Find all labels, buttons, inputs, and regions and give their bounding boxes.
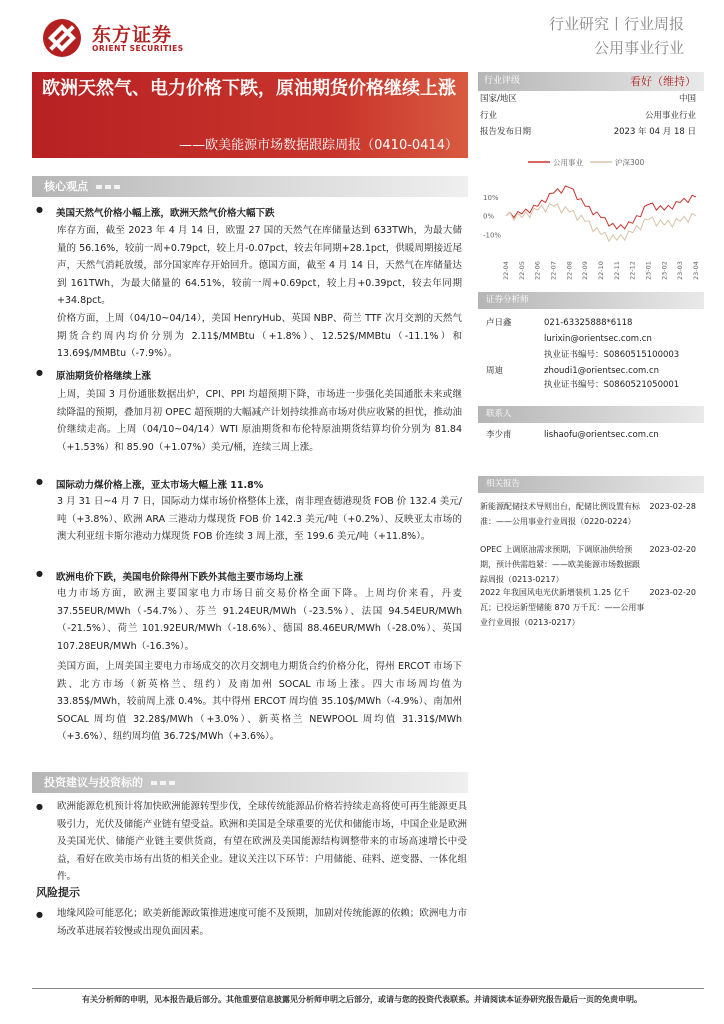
paragraph: 电力市场方面，欧洲主要国家电力市场日前交易价格全面下降。上周均价来看，丹麦 37.55EUR/MWh（-54.7%）、芬兰 91.24EUR/MWh（-23.5%）、法国 94.54EUR/MWh（-21.5%）、荷兰 101.92EUR/MWh（-18.6%）、德国 88.46EUR/MWh（-28.0%）、英国 107.28EUR/MWh（-16.3%）。 [57,588,462,652]
analyst-row [486,316,632,328]
analyst-email[interactable]: lurixin@orientsec.com.cn [544,334,652,344]
related-report-date: 2023-02-20 [649,545,696,554]
report-sector: 公用事业行业 [593,39,684,57]
analyst-license: 执业证书编号：S0860515100003 [544,350,680,360]
core-views-label: 核心观点 [44,180,88,193]
related-report-date: 2023-02-28 [649,502,696,511]
report-category [549,12,684,60]
x-tick-label: 22-05 [517,261,526,280]
x-tick-label: 23-04 [692,261,700,280]
rating-value: 看好（维持） [630,75,696,88]
series-line [506,204,696,242]
contact-email[interactable]: lishaofu@orientsec.com.cn [544,430,659,440]
analyst-email[interactable]: zhoudi1@orientsec.com.cn [544,366,660,376]
related-report-item[interactable] [480,585,704,630]
section-heading: ● 美国天然气价格小幅上涨，欧洲天然气价格大幅下跌 [36,205,275,219]
brand-logo [42,18,192,58]
paragraph: 库存方面，截至 2023 年 4 月 14 日，欧盟 27 国的天然气在库储量达到 633TWh，为最大储量的 56.16%，较前一周+0.79pct，较上月-0.07pct，较去年同期+28.1pct，供暖周期接近尾声，天然气消耗放缓，部分国家库存开始回升。德国方面，截至 4 月 14 日，天然气在库储量达到 161TWh，为最大储量的 64.51%，较前一周+0.69pct，较上月+0.39pct，较去年同期+34.8pct。 [57,225,462,306]
rating-row-key: 国家/地区 [480,94,517,104]
report-title: 欧洲天然气、电力价格下跌，原油期货价格继续上涨 [42,78,456,99]
x-tick-label: 22-10 [597,261,605,280]
paragraph: 价格方面，上周（04/10~04/14），美国 HenryHub、英国 NBP、荷兰 TTF 次月交割的天然气期货合约周内均价分别为 2.11$/MMBtu（+1.8%）、12.52$/MMBtu（-11.1%）和 13.69$/MMBtu（-7.9%）。 [57,313,462,359]
y-tick-label: 10% [483,193,499,202]
rating-row [478,91,704,108]
analyst-header: 证券分析师 [478,292,704,309]
bullet-icon: ● [36,910,43,919]
brand-name-cn: 东方证券 [92,24,173,46]
risk-title: 风险提示 [36,886,80,899]
contact-header: 联系人 [478,406,704,423]
analyst-name: 周迪 [486,366,504,376]
analyst-row [486,334,652,344]
footer-divider [32,988,704,989]
brand-name-en: ORIENT SECURITIES [92,44,184,53]
contact-name: 李少甫 [486,430,512,440]
analyst-row [486,364,659,376]
x-tick-label: 22-08 [565,261,574,280]
analyst-info: 021-63325888*6118 [544,318,633,328]
rating-row [478,108,704,125]
brand-mark-icon [42,18,82,58]
contact-row [486,428,659,440]
x-tick-label: 22-12 [628,261,637,280]
x-tick-label: 23-02 [660,261,669,280]
section-heading: ● 欧洲电价下跌，美国电价除得州下跌外其他主要市场均上涨 [36,569,303,583]
x-tick-label: 23-01 [644,261,653,280]
x-tick-label: 22-06 [533,261,542,280]
analyst-name: 卢日鑫 [486,318,512,328]
dots-decoration [96,185,120,189]
paragraph: 上周，美国 3 月份通胀数据出炉，CPI、PPI 均超预期下降，市场进一步强化美国通胀未来或继续降温的预期，叠加月初 OPEC 超预期的大幅减产计划持续推高市场对供应收紧的担忧，推动油价继续走高。上周（04/10~04/14）WTI 原油期货和布伦特原油期货结算均价分别为 81.84（+1.53%）和 85.90（+1.07%）美元/桶，连续三周上涨。 [57,389,462,453]
paragraph: 3 月 31 日~4 月 7 日，国际动力煤市场价格整体上涨，南非理查德港现货 FOB 价 132.4 美元/吨（+3.8%）、欧洲 ARA 三港动力煤现货 FOB 价 142.3 美元/吨（+0.2%）、反映亚太市场的澳大利亚纽卡斯尔港动力煤现货 FOB 价连续 3 周上涨，至 199.6 美元/吨（+11.8%）。 [57,496,462,542]
bullet-icon: ● [36,802,43,811]
analyst-row [486,378,679,390]
advice-text: 欧洲能源危机预计将加快欧洲能源转型步伐，全球传统能源品价格若持续走高将使可再生能源更具吸引力，光伏及储能产业链有望受益。欧洲和美国是全球重要的光伏和储能市场，中国企业是欧洲及美国光伏、储能产业链主要供货商，有望在欧洲及美国能源结构调整带来的市场高速增长中受益，看好在欧美市场有出货的相关企业。建议关注以下环节：户用储能、硅料、逆变器、一体化组件。 [57,801,467,882]
rating-label: 行业评级 [484,76,521,86]
rating-header [478,72,704,91]
title-banner [32,72,468,158]
analyst-license: 执业证书编号：S0860521050001 [544,380,680,390]
related-report-title[interactable]: 新能源配储技术导则出台，配储比例设置有标准：——公用事业行业周报（0220-0224） [480,502,640,526]
analyst-row [486,348,679,360]
report-subtitle: ——欧美能源市场数据跟踪周报（0410-0414） [179,138,458,153]
rating-row [478,124,704,141]
risk-text: 地缘风险可能恶化；欧美新能源政策推进速度可能不及预期，加剧对传统能源的依赖；欧洲电力市场改革进展若较慢或出现负面因素。 [57,908,467,937]
rating-row-key: 报告发布日期 [480,127,532,137]
related-report-date: 2023-02-20 [649,588,696,597]
x-tick-label: 23-03 [676,261,685,280]
performance-chart-svg [478,156,704,286]
x-tick-label: 22-07 [549,261,558,280]
related-header: 相关报告 [478,476,704,493]
series-line [506,186,696,229]
x-tick-label: 22-11 [612,261,621,280]
advice-header [32,772,468,793]
related-report-title[interactable]: 2022 年我国风电光伏新增装机 1.25 亿千瓦；已投运新型储能 870 万千瓦：——公用事业行业周报（0213-0217） [480,588,645,627]
rating-row-value: 2023 年 04 月 18 日 [613,127,696,137]
core-views-header [32,176,468,197]
advice-label: 投资建议与投资标的 [44,776,143,789]
legend-label: 沪深300 [615,158,645,167]
rating-panel [478,72,704,141]
rating-row-value: 中国 [678,94,696,104]
y-tick-label: 0% [483,212,495,221]
x-tick-label: 22-09 [581,261,590,280]
footer-disclaimer: 有关分析师的申明，见本报告最后部分。其他重要信息披露见分析师申明之后部分，或请与您的投资代表联系。并请阅读本证券研究报告最后一页的免责申明。 [82,995,642,1004]
related-report-title[interactable]: OPEC 上调原油需求预期，下调原油供给预期，预计供需趋紧：——欧美能源市场数据跟踪周报（0213-0217） [480,545,640,584]
rating-row-value: 公用事业行业 [644,110,696,121]
legend-label: 公用事业 [553,158,583,167]
related-report-item[interactable] [480,499,704,529]
dots-decoration [151,781,175,785]
paragraph: 美国方面，上周美国主要电力市场成交的次月交割电力期货合约价格分化，得州 ERCOT 市场下跌、北方市场（新英格兰、纽约）及南加州 SOCAL 市场上涨。四大市场周均值为 33.85$/MWh，较前周上涨 0.4%。其中得州 ERCOT 周均值 35.10$/MWh（-4.9%）、南加州 SOCAL 周均值 32.28$/MWh（+3.0%）、新英格兰 NEWPOOL 周均值 31.31$/MWh（+3.6%）、纽约周均值 36.72$/MWh（+3.6%）。 [57,661,462,742]
section-heading: ● 国际动力煤价格上涨，亚太市场大幅上涨 11.8% [36,477,263,491]
y-tick-label: -10% [483,231,502,240]
performance-chart [478,156,704,286]
section-heading: ● 原油期货价格继续上涨 [36,368,151,382]
related-report-item[interactable] [480,542,704,587]
report-type: 行业研究丨行业周报 [548,15,684,33]
x-tick-label: 22-04 [502,261,510,280]
rating-row-key: 行业 [480,110,498,121]
